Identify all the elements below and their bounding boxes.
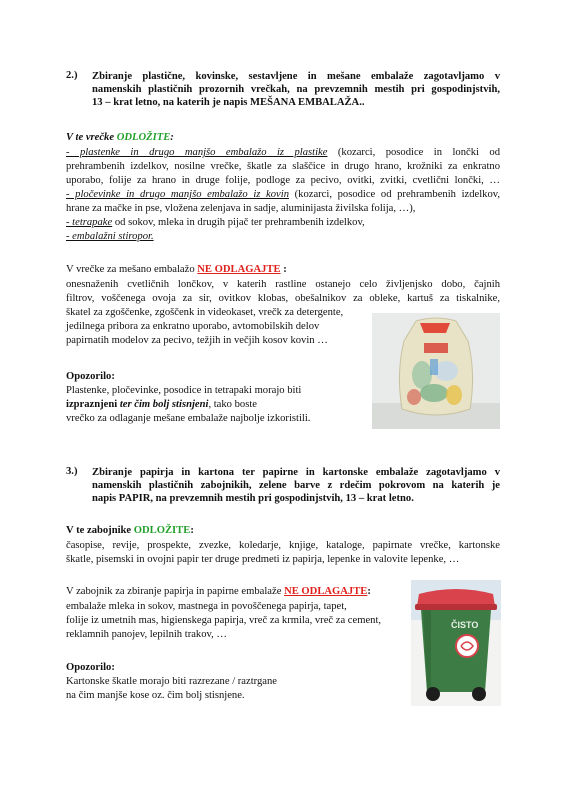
item-text: hrane za mačke in pse, vložena zelenjava in sadje, aluminijasta živilska folija, …), — [66, 203, 416, 214]
warning-bold: izpraznjeni — [66, 399, 118, 410]
item-emphasis: - tetrapake — [66, 217, 113, 228]
section-3-number: 3.) — [66, 466, 78, 477]
list-item — [66, 230, 154, 243]
section-2-number: 2.) — [66, 70, 78, 81]
item-text: uporabo, folije za hrano in druge folije, podloge za pecivo, ovitki, zvitki, cvetlični lončki, … — [66, 175, 500, 186]
no-prefix: V zabojnik za zbiranje papirja in papirne embalaže — [66, 586, 285, 597]
item-emphasis: - pločevinke in drugo manjšo embalažo iz kovin — [66, 189, 289, 200]
section-2-warning-title: Opozorilo: — [66, 371, 115, 382]
list-item — [66, 188, 500, 201]
plastic-bag-photo — [372, 313, 500, 429]
no-keyword: NE ODLAGAJTE — [284, 586, 368, 597]
no-line: škatel za zgoščenke, zgoščenk in videokaset, vrečk za detergente, — [66, 307, 344, 318]
item-emphasis: - plastenke in drugo manjšo embalažo iz plastike — [66, 147, 328, 158]
warning-rest: , tako boste — [208, 399, 257, 410]
heading-line: namenskih plastičnih zabojnikih, zelene barve z rdečim pokrovom na katerih je — [92, 480, 500, 491]
no-colon: : — [367, 586, 371, 597]
heading-line: Zbiranje papirja in kartona ter papirne in kartonske embalaže zagotavljamo v — [92, 467, 500, 478]
list-item — [66, 146, 500, 159]
list-item — [66, 202, 415, 215]
list-item — [66, 216, 365, 229]
no-prefix: V vrečke za mešano embalažo — [66, 264, 198, 275]
no-keyword: NE ODLAGAJTE — [197, 264, 281, 275]
heading-line: napis PAPIR, na prevzemnih mestih pri gospodinjstvih, 13 – krat letno. — [92, 493, 414, 504]
warning-line: na čim manjše kose oz. čim bolj stisnjene. — [66, 690, 245, 701]
item-emphasis: - embalažni stiropor. — [66, 231, 154, 242]
deposit-prefix: V te vrečke — [66, 132, 117, 143]
item-text: od sokov, mleka in drugih pijač ter prehrambenih izdelkov, — [112, 217, 365, 228]
deposit-keyword: ODLOŽITE — [133, 525, 191, 536]
no-line: jedilnega pribora za enkratno uporabo, avtomobilskih delov — [66, 321, 320, 332]
section-3-deposit-heading — [66, 524, 194, 537]
deposit-line: škatle, pisemski in ovojni papir ter druge predmeti iz papirja, lepenke in valovite lepenke, … — [66, 554, 460, 565]
section-3-heading — [92, 466, 500, 505]
no-colon: : — [280, 264, 287, 275]
warning-line: vrečko za odlaganje mešane embalaže najbolje izkoristili. — [66, 413, 311, 424]
list-item — [66, 174, 500, 187]
deposit-colon: : — [170, 132, 174, 143]
warning-line: Kartonske škatle morajo biti razrezane / raztrgane — [66, 676, 277, 687]
item-text: prehrambenih izdelkov, nosilne vrečke, škatle za slaščice in drugo hrano, krožniki za enkratno — [66, 161, 500, 172]
no-line: filtrov, voščenega ovoja za sir, ovitkov klobas, obešalnikov za obleke, kartuš za tiskalnike, — [66, 293, 500, 304]
heading-line: Zbiranje plastične, kovinske, sestavljene in mešane embalaže zagotavljamo v — [92, 71, 500, 82]
section-2-heading — [92, 70, 500, 109]
warning-bold-italic: ter čim bolj stisnjeni — [117, 399, 209, 410]
bin-label: ČISTO — [451, 620, 479, 630]
list-item — [66, 160, 500, 173]
no-line: embalaže mleka in sokov, mastnega in povoščenega papirja, tapet, — [66, 601, 347, 612]
deposit-colon: : — [190, 525, 194, 536]
heading-line: 13 – krat letno, na katerih je napis MEŠANA EMBALAŽA.. — [92, 97, 365, 108]
heading-line: namenskih plastičnih prozornih vrečkah, na prevzemnih mestih pri gospodinjstvih, — [92, 84, 500, 95]
warning-line: Plastenke, pločevinke, posodice in tetrapaki morajo biti — [66, 385, 302, 396]
section-3-no-heading — [66, 585, 371, 598]
warning-line — [66, 398, 257, 411]
item-text: (kozarci, posodice od prehrambenih izdelkov, — [289, 189, 501, 200]
item-text: (kozarci, posodice in lončki od — [327, 147, 501, 158]
no-line: folije iz umetnih mas, higienskega papirja, vreč za krmila, vreč za cement, — [66, 615, 382, 626]
section-2-no-heading — [66, 263, 287, 276]
paper-bin-photo — [411, 580, 501, 706]
no-line: reklamnih panojev, lepilnih trakov, … — [66, 629, 228, 640]
section-2-deposit-heading — [66, 131, 174, 144]
deposit-keyword: ODLOŽITE — [116, 132, 171, 143]
deposit-line: časopise, revije, prospekte, zvezke, koledarje, knjige, kataloge, papirnate vrečke, kartonske — [66, 540, 500, 551]
section-3-warning-title: Opozorilo: — [66, 662, 115, 673]
no-line: papirnatih modelov za pecivo, težjih in večjih kosov kovin … — [66, 335, 328, 346]
deposit-prefix: V te zabojnike — [66, 525, 134, 536]
no-line: onesnaženih cvetličnih lončkov, v katerih rastline ostanejo celo življenjsko dobo, čajnih — [66, 279, 500, 290]
